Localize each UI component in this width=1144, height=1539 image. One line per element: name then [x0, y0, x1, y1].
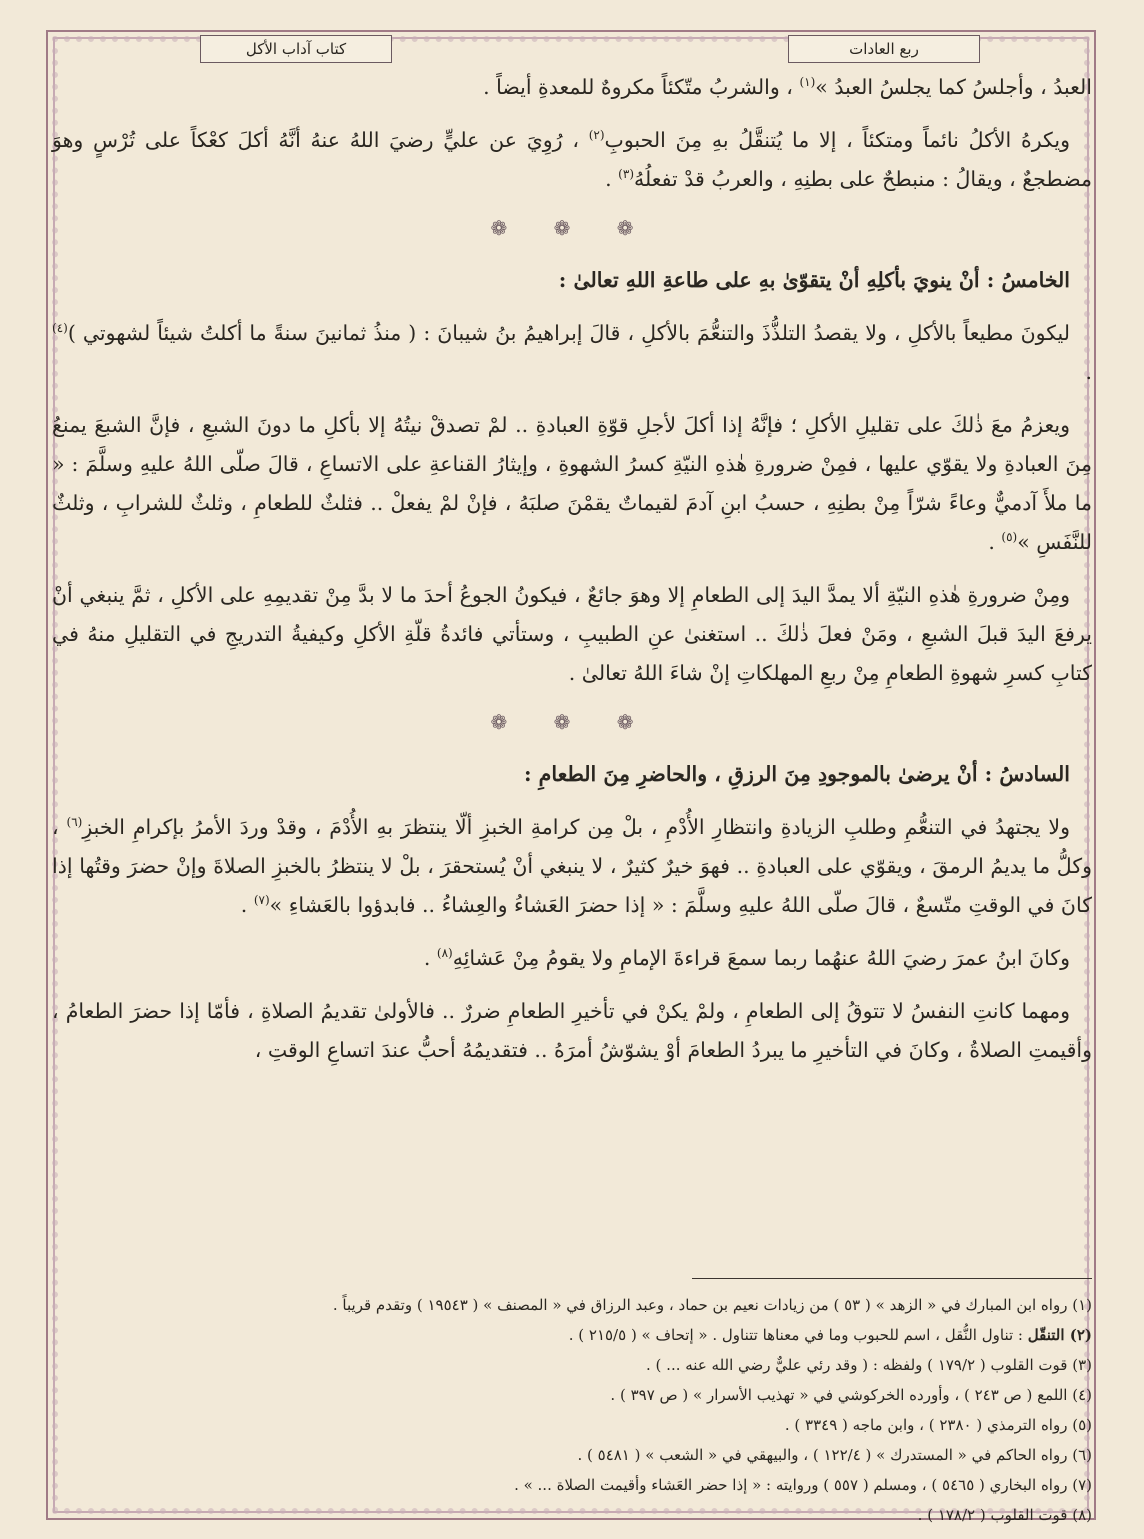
paragraph: ليكونَ مطيعاً بالأكلِ ، ولا يقصدُ التلذُّذَ والتنعُّمَ بالأكلِ ، قالَ إبراهيمُ بنُ شيبانَ : ( منذُ ثمانينَ سنةً ما أكلتُ شيئاً لشهوتي )$^{(٤)}$ . [52, 321, 1092, 384]
section-heading: الخامسُ : أنْ ينويَ بأكلِهِ أنْ يتقوّىٰ بهِ على طاعةِ اللهِ تعالىٰ : [558, 268, 1070, 292]
section-separator: ❁ ❁ ❁ [490, 216, 654, 240]
footnote: (٧) رواه البخاري ( ٥٤٦٥ ) ، ومسلم ( ٥٥٧ ) وروايته : « إذا حضر العَشاء وأقيمت الصلاة ... » . [514, 1476, 1092, 1494]
paragraph: ويكرهُ الأكلُ نائماً ومتكئاً ، إلا ما يُتنقَّلُ بهِ مِنَ الحبوبِ$^{(٢)}$ ، رُوِيَ عن عليٍّ رضيَ اللهُ عنهُ أنَّهُ أكلَ كعْكاً على تُرْسٍ وهوَ مضطجعٌ ، ويقالُ : منبطحٌ على بطنِهِ ، والعربُ قدْ تفعلُهُ$^{(٣)}$ . [52, 128, 1092, 191]
footnote-ref[interactable]: (٣) [618, 167, 634, 182]
paragraph: ومِنْ ضرورةِ هٰذهِ النيّةِ ألا يمدَّ اليدَ إلى الطعامِ إلا وهوَ جائعٌ ، فيكونُ الجوعُ أحدَ ما لا بدَّ مِنْ تقديمِهِ على الأكلِ ، ثمَّ ينبغي أنْ يرفعَ اليدَ قبلَ الشبعِ ، ومَنْ فعلَ ذٰلكَ .. استغنىٰ عنِ الطبيبِ ، وستأتي فائدةُ قلّةِ الأكلِ وكيفيةُ التدريجِ في التقليلِ منهُ في كتابِ كسرِ شهوةِ الطعامِ مِنْ ربعِ المهلكاتِ إنْ شاءَ اللهُ تعالىٰ . [52, 583, 1092, 685]
footnote-ref[interactable]: (٥) [1001, 530, 1018, 545]
footnote: (٥) رواه الترمذي ( ٢٣٨٠ ) ، وابن ماجه ( ٣٣٤٩ ) . [784, 1416, 1092, 1434]
paragraph: ومهما كانتِ النفسُ لا تتوقُ إلى الطعامِ ، ولمْ يكنْ في تأخيرِ الطعامِ ضررٌ .. فالأولىٰ تقديمُ الصلاةِ ، فأمّا إذا حضرَ الطعامُ ، وأقيمتِ الصلاةُ ، وكانَ في التأخيرِ ما يبردُ الطعامَ أوْ يشوّشُ أمرَهُ .. فتقديمُهُ أحبُّ عندَ اتساعِ الوقتِ ، [52, 999, 1092, 1062]
footnotes [52, 1290, 1092, 1530]
paragraph: ويعزمُ معَ ذٰلكَ على تقليلِ الأكلِ ؛ فإنَّهُ إذا أكلَ لأجلِ قوّةِ العبادةِ .. لمْ تصدقْ نيتُهُ إلا بأكلِ ما دونَ الشبعِ ، فإنَّ الشبعَ يمنعُ مِنَ العبادةِ ولا يقوّي عليها ، فمِنْ ضرورةِ هٰذهِ النيّةِ كسرُ الشهوةِ ، وإيثارُ القناعةِ على الاتساعِ ، قالَ صلّى اللهُ عليهِ وسلَّمَ : « ما ملأَ آدميٌّ وعاءً شرّاً مِنْ بطنِهِ ، حسبُ ابنِ آدمَ لقيماتٌ يقمْنَ صلبَهُ ، فإنْ لمْ يفعلْ .. فثلثٌ للطعامِ ، وثلثٌ للشرابِ ، وثلثٌ للنَّفَسِ »$^{(٥)}$ . [52, 413, 1092, 554]
section-heading: السادسُ : أنْ يرضىٰ بالموجودِ مِنَ الرزقِ ، والحاضرِ مِنَ الطعامِ : [523, 762, 1070, 786]
running-header [200, 34, 980, 64]
section-separator: ❁ ❁ ❁ [490, 710, 654, 734]
footnote: (٤) اللمع ( ص ٢٤٣ ) ، وأورده الخركوشي في « تهذيب الأسرار » ( ص ٣٩٧ ) . [610, 1386, 1092, 1404]
header-book-box: كتاب آداب الأكل [200, 35, 392, 63]
footnote: (٢) التنقّل : تناول النُّقل ، اسم للحبوب وما في معناها تتناول . « إتحاف » ( ٢١٥/٥ ) . [568, 1326, 1092, 1344]
footnote-ref[interactable]: (٢) [588, 128, 605, 143]
footnote-ref[interactable]: (٤) [52, 321, 68, 336]
footnote-rule [692, 1278, 1092, 1279]
paragraph: العبدُ ، وأجلسُ كما يجلسُ العبدُ »$^{(١)}$ ، والشربُ متّكئاً مكروهٌ للمعدةِ أيضاً . [483, 75, 1092, 99]
footnote: (٨) قوت القلوب ( ١٧٨/٢ ) . [917, 1506, 1092, 1524]
paragraph: ولا يجتهدُ في التنعُّمِ وطلبِ الزيادةِ وانتظارِ الأُدْمِ ، بلْ مِن كرامةِ الخبزِ ألّا ينتظرَ بهِ الأُدْمَ ، وقدْ وردَ الأمرُ بإكرامِ الخبزِ$^{(٦)}$ ، وكلُّ ما يديمُ الرمقَ ، ويقوّي على العبادةِ .. فهوَ خيرٌ كثيرٌ ، لا ينبغي أنْ يُستحقرَ ، بلْ لا ينتظرُ بالخبزِ الصلاةَ وإنْ حضرَ وقتُها إذا كانَ في الوقتِ متّسعٌ ، قالَ صلّى اللهُ عليهِ وسلَّمَ : « إذا حضرَ العَشاءُ والعِشاءُ .. فابدؤوا بالعَشاءِ »$^{(٧)}$ . [52, 815, 1092, 917]
footnote: (٦) رواه الحاكم في « المستدرك » ( ١٢٢/٤ ) ، والبيهقي في « الشعب » ( ٥٤٨١ ) . [577, 1446, 1092, 1464]
footnote-ref[interactable]: (١) [799, 75, 816, 90]
footnote: (٣) قوت القلوب ( ١٧٩/٢ ) ولفظه : ( وقد رئي عليٌّ رضي الله عنه ... ) . [646, 1356, 1092, 1374]
footnote: (١) رواه ابن المبارك في « الزهد » ( ٥٣ ) من زيادات نعيم بن حماد ، وعبد الرزاق في « المصنف » ( ١٩٥٤٣ ) وتقدم قريباً . [332, 1296, 1092, 1314]
footnote-ref[interactable]: (٨) [436, 946, 453, 961]
header-section-box: ربع العادات [788, 35, 980, 63]
paragraph: وكانَ ابنُ عمرَ رضيَ اللهُ عنهُما ربما سمعَ قراءةَ الإمامِ ولا يقومُ مِنْ عَشائِهِ$^{(٨)}$ . [423, 946, 1070, 970]
footnote-ref[interactable]: (٧) [253, 893, 270, 908]
main-text [52, 68, 1092, 1084]
footnote-ref[interactable]: (٦) [66, 815, 83, 830]
